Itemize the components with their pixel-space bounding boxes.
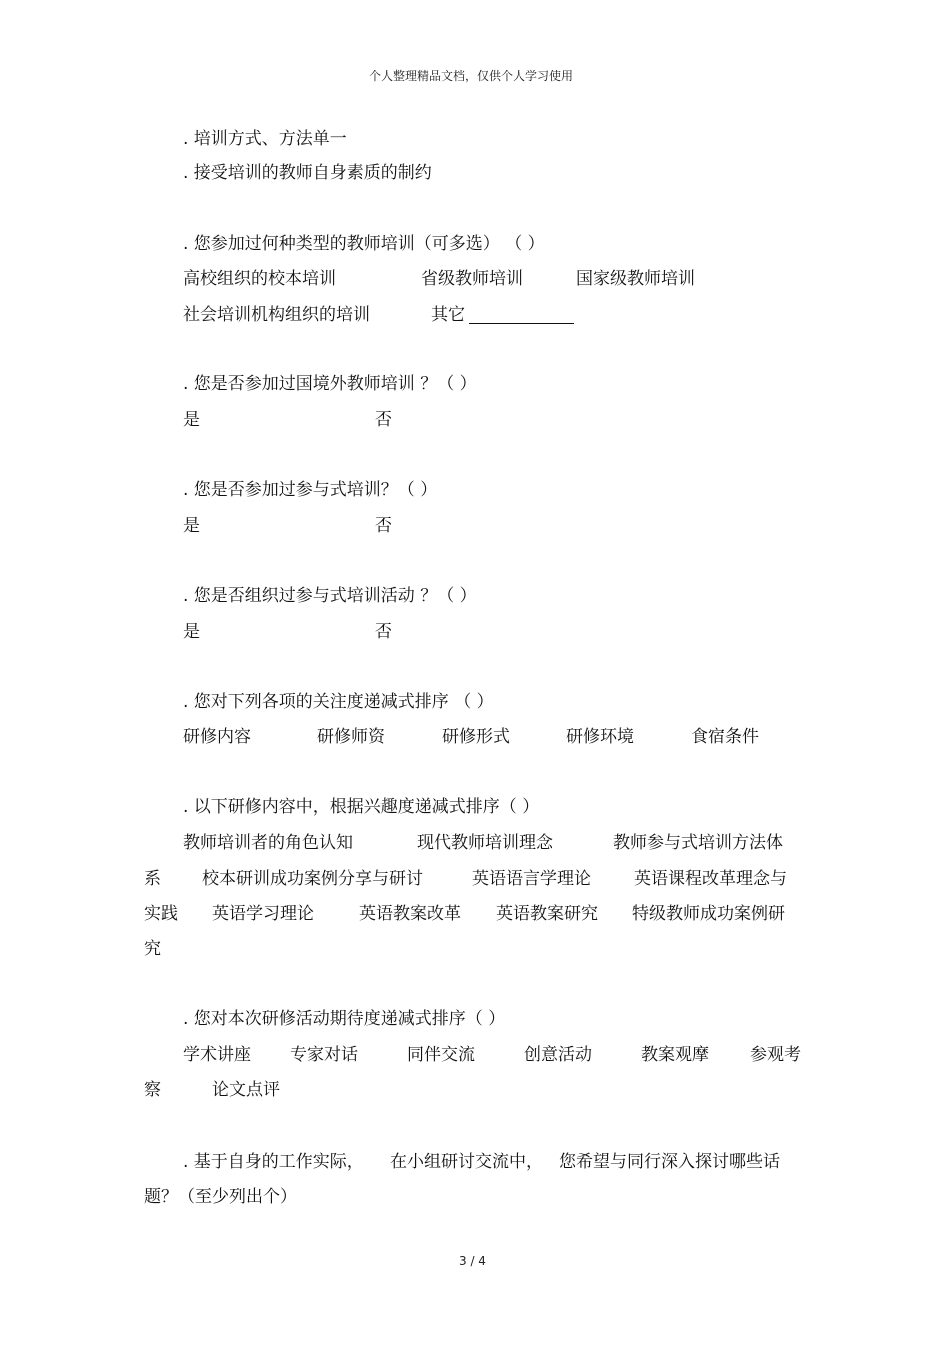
question-8-cont: 题？（至少列出个） [144,1187,297,1207]
question-4: . 您是否组织过参与式培训活动 ？（ ） [183,586,477,606]
option: 研修形式 [442,727,510,747]
option-yes: 是 [183,622,200,642]
question-8-part: 在小组研讨交流中， [390,1152,543,1172]
option: 英语语言学理论 [472,869,591,889]
option: 学术讲座 [183,1045,251,1065]
option: 英语学习理论 [212,904,314,924]
option: 社会培训机构组织的培训 [183,305,370,325]
option: 同伴交流 [407,1045,475,1065]
option: 实践 [144,904,178,924]
option-no: 否 [375,516,392,536]
option-yes: 是 [183,516,200,536]
option: 英语教案改革 [359,904,461,924]
option: 国家级教师培训 [576,269,695,289]
question-5: . 您对下列各项的关注度递减式排序 （ ） [183,692,494,712]
option: 高校组织的校本培训 [183,269,336,289]
option: 系 [144,869,161,889]
option-yes: 是 [183,410,200,430]
option-no: 否 [375,622,392,642]
option: 参观考 [750,1045,801,1065]
option: 英语课程改革理念与 [634,869,787,889]
option: 研修内容 [183,727,251,747]
option: 究 [144,939,161,959]
text-line: . 接受培训的教师自身素质的制约 [183,163,432,183]
question-8: . 基于自身的工作实际， [183,1152,364,1172]
question-1: . 您参加过何种类型的教师培训（可多选） （ ） [183,234,545,254]
option: 其它 [431,305,465,325]
option: 省级教师培训 [421,269,523,289]
option: 创意活动 [524,1045,592,1065]
question-6: . 以下研修内容中，根据兴趣度递减式排序（ ） [183,797,540,817]
option: 英语教案研究 [496,904,598,924]
question-8-part: 您希望与同行深入探讨哪些话 [559,1152,780,1172]
question-3: . 您是否参加过参与式培训？（ ） [183,480,438,500]
page-number: 3 / 4 [459,1254,486,1268]
question-2: . 您是否参加过国境外教师培训 ？（ ） [183,374,477,394]
option: 论文点评 [212,1080,280,1100]
option-no: 否 [375,410,392,430]
option: 现代教师培训理念 [417,833,553,853]
option: 特级教师成功案例研 [632,904,785,924]
option: 研修环境 [566,727,634,747]
option: 校本研训成功案例分享与研讨 [202,869,423,889]
option: 教师参与式培训方法体 [613,833,783,853]
fill-in-blank[interactable] [469,323,574,324]
option: 教案观摩 [641,1045,709,1065]
question-7: . 您对本次研修活动期待度递减式排序（ ） [183,1009,506,1029]
text-line: . 培训方式、方法单一 [183,129,347,149]
option: 食宿条件 [691,727,759,747]
option: 研修师资 [317,727,385,747]
option: 察 [144,1080,161,1100]
page-header: 个人整理精品文档，仅供个人学习使用 [369,69,574,83]
option: 专家对话 [290,1045,358,1065]
option: 教师培训者的角色认知 [183,833,353,853]
